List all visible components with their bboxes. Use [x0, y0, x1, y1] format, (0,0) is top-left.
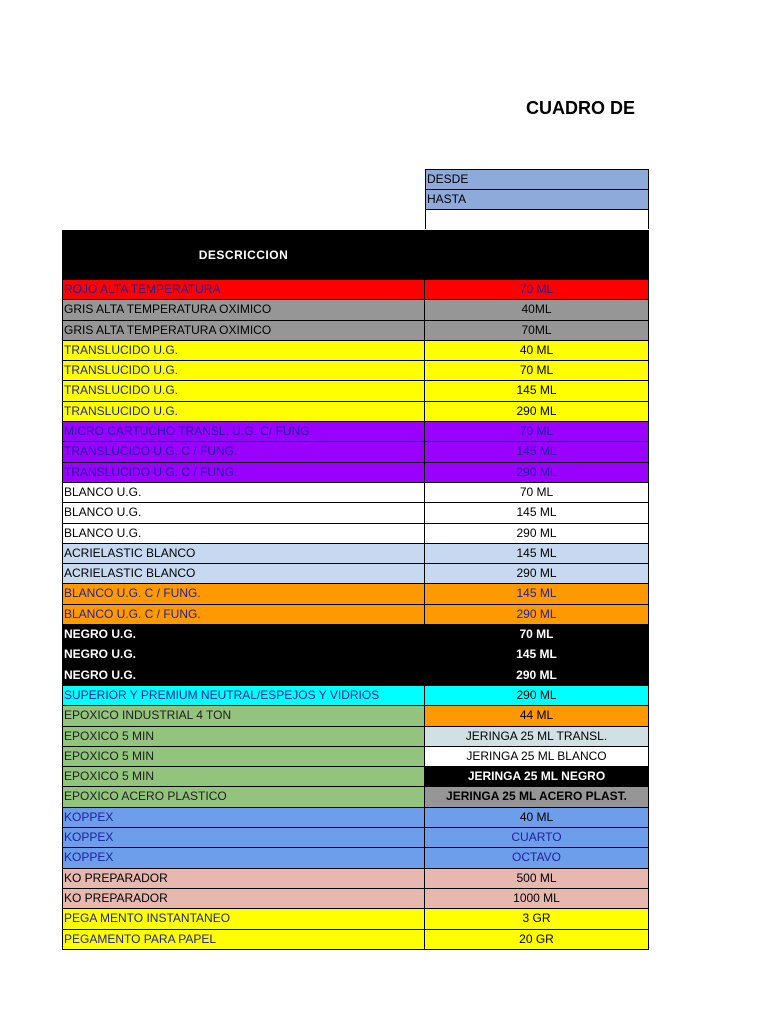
row-quantity: CUARTO — [425, 828, 649, 847]
table-row — [62, 909, 649, 929]
table-row — [62, 808, 649, 828]
row-description: EPOXICO 5 MIN — [62, 747, 425, 766]
table-row — [62, 767, 649, 787]
table-row — [62, 706, 649, 726]
row-quantity: 70ML — [425, 321, 649, 340]
table-row — [62, 422, 649, 442]
table-row — [62, 666, 649, 686]
row-quantity: 40 ML — [425, 808, 649, 827]
table-row — [62, 747, 649, 767]
table-row — [62, 402, 649, 422]
table-row — [62, 483, 649, 503]
header-description: DESCRICCION — [198, 248, 289, 262]
row-description: BLANCO U.G. C / FUNG. — [62, 605, 425, 624]
row-quantity: 145 ML — [425, 645, 649, 664]
table-row — [62, 727, 649, 747]
row-description: EPOXICO INDUSTRIAL 4 TON — [62, 706, 425, 725]
row-quantity: 290 ML — [425, 666, 649, 685]
row-quantity: 70 ML — [425, 361, 649, 380]
date-range-box — [425, 169, 649, 229]
range-blank-cell[interactable] — [425, 209, 649, 229]
row-description: BLANCO U.G. C / FUNG. — [62, 584, 425, 603]
row-description: KOPPEX — [62, 808, 425, 827]
row-quantity: 3 GR — [425, 909, 649, 928]
table-row — [62, 524, 649, 544]
table-row — [62, 544, 649, 564]
row-description: TRANSLUCIDO U.G. C / FUNG. — [62, 442, 425, 461]
table-row — [62, 869, 649, 889]
row-description: EPOXICO 5 MIN — [62, 767, 425, 786]
row-description: TRANSLUCIDO U.G. — [62, 381, 425, 400]
table-row — [62, 341, 649, 361]
row-description: NEGRO U.G. — [62, 645, 425, 664]
row-quantity: 44 ML — [425, 706, 649, 725]
table-row — [62, 889, 649, 909]
row-description: PEGAMENTO PARA PAPEL — [62, 930, 425, 949]
document-title: CUADRO DE — [526, 98, 636, 118]
row-description: MICRO CARTUCHO TRANSL. U.G. C/ FUNG. — [62, 422, 425, 441]
table-row — [62, 300, 649, 320]
table-row — [62, 686, 649, 706]
row-description: KO PREPARADOR — [62, 869, 425, 888]
table-row — [62, 381, 649, 401]
row-quantity: 290 ML — [425, 524, 649, 543]
row-quantity: JERINGA 25 ML BLANCO — [425, 747, 649, 766]
row-description: KOPPEX — [62, 848, 425, 867]
row-description: BLANCO U.G. — [62, 524, 425, 543]
desde-label: DESDE — [425, 169, 649, 189]
row-description: PEGA MENTO INSTANTANEO — [62, 909, 425, 928]
row-description: SUPERIOR Y PREMIUM NEUTRAL/ESPEJOS Y VIDRIOS — [62, 686, 425, 705]
row-description: GRIS ALTA TEMPERATURA OXIMICO — [62, 321, 425, 340]
row-quantity: JERINGA 25 ML TRANSL. — [425, 727, 649, 746]
row-quantity: JERINGA 25 ML NEGRO — [425, 767, 649, 786]
row-description: NEGRO U.G. — [62, 666, 425, 685]
row-description: NEGRO U.G. — [62, 625, 425, 644]
row-description: TRANSLUCIDO U.G. C / FUNG. — [62, 463, 425, 482]
hasta-label: HASTA — [425, 189, 649, 209]
table-header — [62, 230, 649, 280]
table-row — [62, 361, 649, 381]
row-description: EPOXICO 5 MIN — [62, 727, 425, 746]
row-quantity: 40 ML — [425, 341, 649, 360]
table-row — [62, 584, 649, 604]
table-row — [62, 645, 649, 665]
row-description: GRIS ALTA TEMPERATURA OXIMICO — [62, 300, 425, 319]
row-quantity: 70 ML — [425, 280, 649, 299]
row-quantity: 70 ML — [425, 483, 649, 502]
row-quantity: 145 ML — [425, 442, 649, 461]
row-quantity: 145 ML — [425, 381, 649, 400]
row-quantity: 290 ML — [425, 402, 649, 421]
row-description: BLANCO U.G. — [62, 483, 425, 502]
table-row — [62, 503, 649, 523]
table-row — [62, 463, 649, 483]
row-quantity: 20 GR — [425, 930, 649, 949]
row-description: ROJO ALTA TEMPERATURA — [62, 280, 425, 299]
row-description: ACRIELASTIC BLANCO — [62, 544, 425, 563]
row-quantity: 290 ML — [425, 463, 649, 482]
row-quantity: 145 ML — [425, 503, 649, 522]
row-quantity: 145 ML — [425, 584, 649, 603]
table-row — [62, 828, 649, 848]
row-quantity: 290 ML — [425, 605, 649, 624]
row-description: ACRIELASTIC BLANCO — [62, 564, 425, 583]
row-description: KO PREPARADOR — [62, 889, 425, 908]
row-description: KOPPEX — [62, 828, 425, 847]
table-row — [62, 280, 649, 300]
row-description: BLANCO U.G. — [62, 503, 425, 522]
product-table — [62, 230, 649, 950]
row-description: TRANSLUCIDO U.G. — [62, 402, 425, 421]
header-quantity — [425, 230, 649, 280]
row-quantity: 1000 ML — [425, 889, 649, 908]
table-row — [62, 848, 649, 868]
row-description: EPOXICO ACERO PLASTICO — [62, 787, 425, 806]
table-body — [62, 280, 649, 950]
table-row — [62, 564, 649, 584]
table-row — [62, 930, 649, 950]
table-row — [62, 321, 649, 341]
row-quantity: 290 ML — [425, 564, 649, 583]
row-quantity: 500 ML — [425, 869, 649, 888]
table-row — [62, 605, 649, 625]
row-description: TRANSLUCIDO U.G. — [62, 341, 425, 360]
table-row — [62, 625, 649, 645]
row-quantity: 70 ML — [425, 422, 649, 441]
row-quantity: 70 ML — [425, 625, 649, 644]
table-row — [62, 442, 649, 462]
table-row — [62, 787, 649, 807]
row-quantity: 290 ML — [425, 686, 649, 705]
row-description: TRANSLUCIDO U.G. — [62, 361, 425, 380]
row-quantity: 40ML — [425, 300, 649, 319]
row-quantity: JERINGA 25 ML ACERO PLAST. — [425, 787, 649, 806]
row-quantity: 145 ML — [425, 544, 649, 563]
row-quantity: OCTAVO — [425, 848, 649, 867]
